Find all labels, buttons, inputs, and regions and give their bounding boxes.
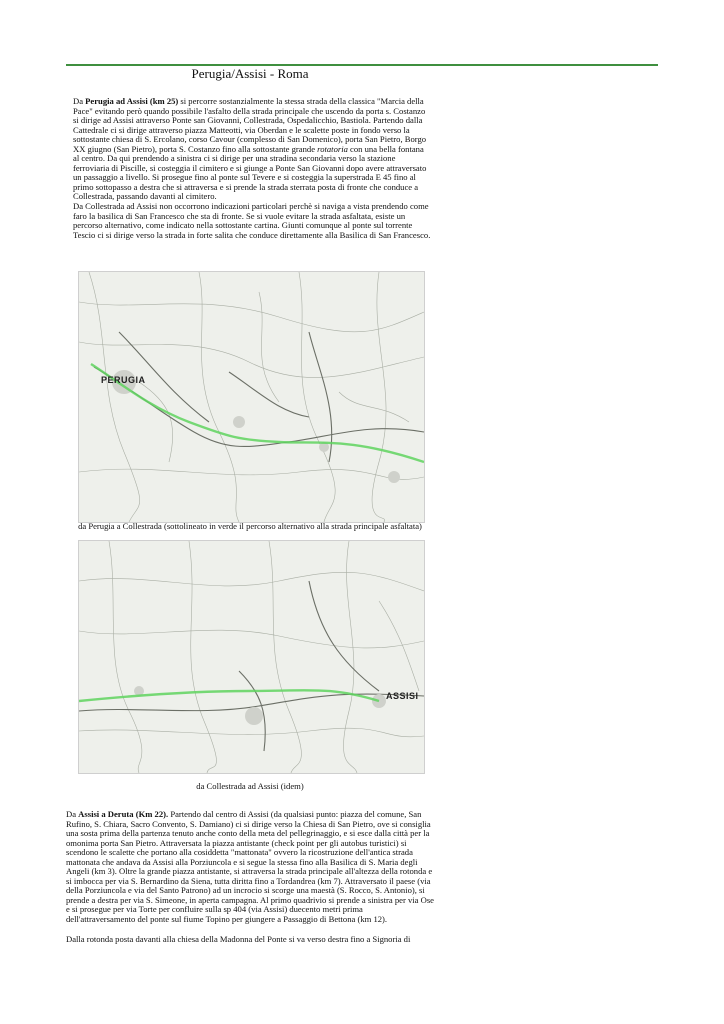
collestrada-paragraph: Da Collestrada ad Assisi non occorrono indicazioni particolari perchè si naviga a vista prendendo come faro la basilica di San Francesco che sta di fronte. Se si vuole evitare la strada asfaltata, esiste un percorso alternativo, come indicato nella sottostante cartina. Giunti comunque al ponte sul torrente Tescio ci si dirige verso la strada in forte salita che conduce direttamente alla Basilica di San Francesco. [73,201,431,240]
perugia-collestrada-map [78,271,425,523]
intro-lead-bold: Perugia ad Assisi (km 25) [85,96,179,106]
page-title: Perugia/Assisi - Roma [191,66,309,81]
section2-body: Partendo dal centro di Assisi (da qualsiasi punto: piazza del comune, San Rufino, S. Chiara, Sacro Convento, S. Damiano) ci si dirige verso la Chiesa di San Pietro, ove si consiglia una sosta prima della partenza tenuto anche conto della meta del pellegrinaggio, e si esce dalla città per la omonima porta San Pietro. Attraversata la piazza antistante (check point per gli autobus turistici) si scendono le scalette che portano alla cosiddetta "mattonata" ovvero la ricostruzione dell'antica strada mattonata che andava da Assisi alla Porziuncola e si segue la stessa fino alla Basilica di S. Maria degli Angeli (km 3). Oltre la grande piazza antistante, si attraversa la strada principale all'altezza della rotonda e si imbocca per via S. Bernardino da Siena, tutta diritta fino a Tordandrea (km 7). Attraversato il paese (via della Porziuncola e via del Santo Patrono) ad un incrocio si scorge una maestà (S. Rocco, S. Antonio), si prende a destra per via S. Simeone, in aperta campagna. Al primo quadrivio si prende a sinistra per via Ose e si prosegue per via Torte per confluire sulla sp 404 (via Assisi) duecento metri prima dell'attraversamento del ponte sul fiume Topino per giungere a Passaggio di Bettona (km 12). [66,809,434,925]
map-city-label: ASSISI [386,691,419,701]
map-city-label: PERUGIA [101,375,146,385]
section2-lead-bold: Assisi a Deruta (Km 22). [78,809,169,819]
intro-italic: rotatoria [317,143,348,154]
intro-lead: Da [73,96,86,106]
intro-paragraph [73,97,431,202]
intro-tail: con una bella fontana al centro. Da qui prendendo a sinistra ci si dirige per una stradina secondaria verso la stazione ferroviaria di Piscille, si costeggia il cimitero e si giunge a Ponte San Giovanni dopo avere attraversato un passaggio a livello. Si prosegue fino al ponte sul Tevere e si costeggia la superstrada E 45 fino al primo sottopasso a destra che si attraversa e si prende la strada sterrata posta di fronte che conduce a Collestrada, passando davanti al cimitero. [73,143,427,202]
collestrada-assisi-map [78,540,425,774]
map1-caption: da Perugia a Collestrada (sottolineato in verde il percorso alternativo alla strada principale asfaltata) [78,521,422,531]
deruta-paragraph [66,810,434,925]
map2-caption: da Collestrada ad Assisi (idem) [196,781,304,791]
section2-lead: Da [66,809,79,819]
signoria-paragraph: Dalla rotonda posta davanti alla chiesa della Madonna del Ponte si va verso destra fino a Signoria di [66,934,411,944]
intro-body: si percorre sostanzialmente la stessa strada della classica "Marcia della Pace" evitando però quando possibile l'asfalto della strada principale che uscendo da porta s. Costanzo si dirige ad Assisi attraverso Ponte san Giovanni, Collestrada, Ospedalicchio, Bastiola. Partendo dalla Cattedrale ci si dirige attraverso piazza Matteotti, via Oberdan e le scalette poste in fondo verso la sottostante chiesa di S. Ercolano, corso Cavour (complesso di San Domenico), porta San Pietro, Borgo XX giugno (San Pietro), porta S. Costanzo fino alla sottostante grande [73,96,427,154]
